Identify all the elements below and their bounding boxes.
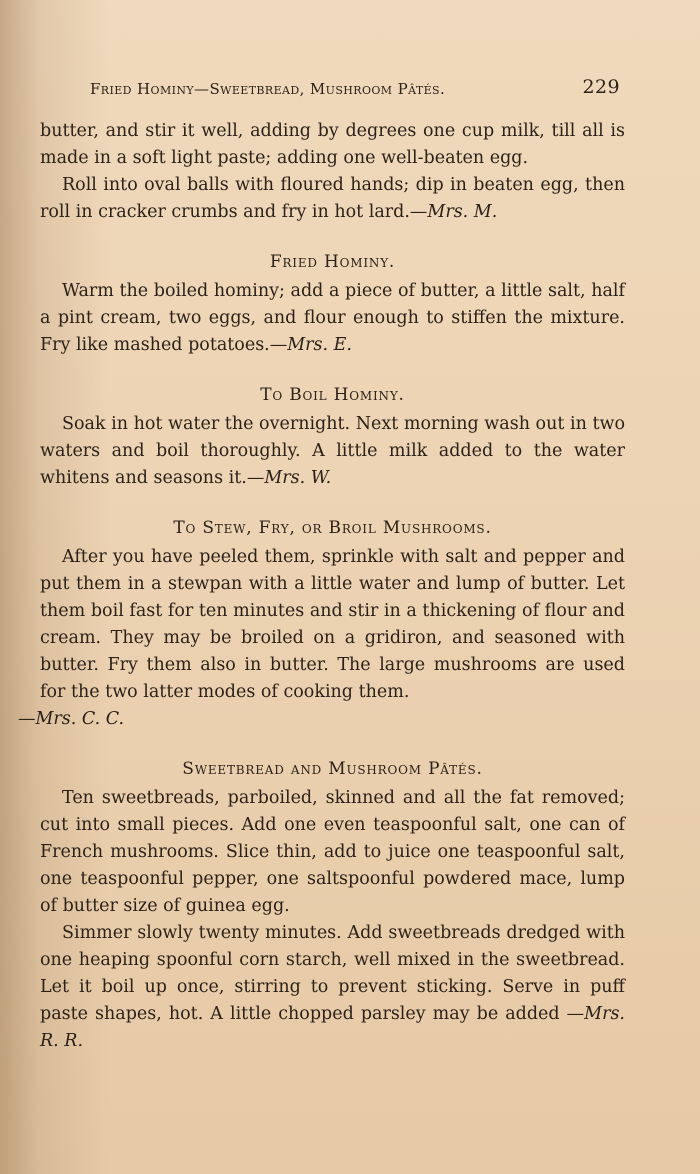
boil-hominy-paragraph: [40, 411, 625, 492]
recipe-title-sweetbread: Sweetbread and Mushroom Pâtés.: [182, 759, 483, 779]
fried-hominy-attribution: —Mrs. E.: [269, 335, 352, 355]
sweetbread-text-2: Simmer slowly twenty minutes. Add sweetbreads dredged with one heaping spoonful corn starch, well mixed in the sweetbread. Let it boil up once, stirring to prevent sticking. Serve in puff paste shapes, hot. A little chopped parsley may be added: [40, 923, 625, 1024]
intro-text-2: Roll into oval balls with floured hands; dip in beaten egg, then roll in cracker crumbs and fry in hot lard.: [40, 175, 625, 222]
recipe-title-mushrooms: To Stew, Fry, or Broil Mushrooms.: [173, 518, 492, 538]
intro-paragraph-1: [40, 118, 625, 172]
boil-hominy-attribution: —Mrs. W.: [246, 468, 332, 488]
mushrooms-text: After you have peeled them, sprinkle with salt and pepper and put them in a stewpan with a little water and lump of butter. Let them boil fast for ten minutes and stir in a thickening of flour and cream. They may be broiled on a gridiron, and seasoned with butter. Fry them also in butter. The large mushrooms are used for the two latter modes of cooking them.: [40, 547, 625, 702]
boil-hominy-text: Soak in hot water the overnight. Next morning wash out in two waters and boil thoroughly. A little milk added to the water whitens and seasons it.: [40, 414, 625, 488]
page-body: [18, 118, 625, 1055]
sweetbread-attribution: —Mrs. R. R.: [40, 1004, 625, 1051]
fried-hominy-paragraph: [40, 278, 625, 359]
mushrooms-attribution: —Mrs. C. C.: [18, 709, 125, 729]
page-number: 229: [582, 76, 620, 98]
recipe-title-boil-hominy: To Boil Hominy.: [260, 385, 405, 405]
intro-text-1: butter, and stir it well, adding by degrees one cup milk, till all is made in a soft light paste; adding one well-beaten egg.: [40, 121, 625, 168]
running-head-title: Fried Hominy—Sweetbread, Mushroom Pâtés.: [90, 80, 446, 98]
running-head: [90, 76, 630, 106]
intro-paragraph-2: [40, 172, 625, 226]
sweetbread-paragraph-2: [40, 920, 625, 1055]
fried-hominy-text: Warm the boiled hominy; add a piece of butter, a little salt, half a pint cream, two eggs, and flour enough to stiffen the mixture. Fry like mashed potatoes.: [40, 281, 625, 355]
sweetbread-paragraph-1: [40, 785, 625, 920]
sweetbread-text-1: Ten sweetbreads, parboiled, skinned and all the fat removed; cut into small pieces. Add one even teaspoonful salt, one can of French mushrooms. Slice thin, add to juice one teaspoonful salt, one teaspoonful pepper, one saltspoonful powdered mace, lump of butter size of guinea egg.: [40, 788, 625, 916]
intro-attribution: —Mrs. M.: [409, 202, 498, 222]
mushrooms-paragraph: [18, 544, 625, 733]
recipe-title-fried-hominy: Fried Hominy.: [269, 252, 396, 272]
